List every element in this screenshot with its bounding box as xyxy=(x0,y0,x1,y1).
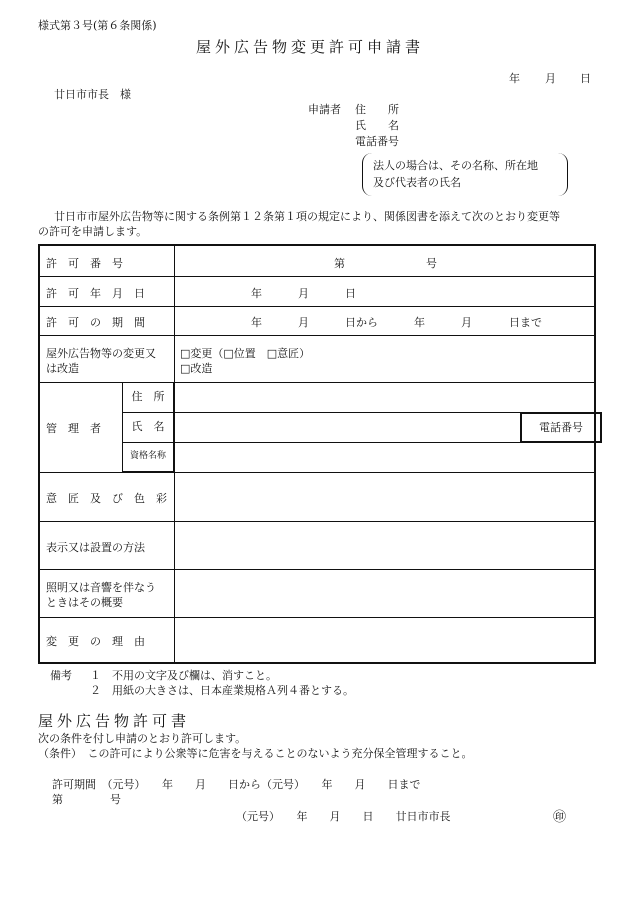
manager-phone-label: 電話番号 xyxy=(520,412,602,443)
manager-name-label: 氏 名 xyxy=(122,412,174,443)
permit-number-go: 号 xyxy=(426,257,437,270)
remark-2-number: ２ xyxy=(90,684,101,697)
manager-label: 管 理 者 xyxy=(46,422,101,435)
corporate-note-line2: 及び代表者の氏名 xyxy=(373,176,461,189)
permit-title: 屋外広告物許可書 xyxy=(38,712,191,730)
date-year: 年 xyxy=(509,72,520,85)
permit-number-dai: 第 xyxy=(334,257,345,270)
form-number: 様式第３号(第６条関係) xyxy=(38,19,157,32)
period-day-to: 日まで xyxy=(509,316,542,329)
issue-line: （元号） 年 月 日 廿日市市長 xyxy=(236,810,451,823)
period-year-to: 年 xyxy=(414,316,425,329)
period-day-from: 日から xyxy=(345,316,378,329)
row-permit-number xyxy=(40,246,594,277)
permit-number-label: 許 可 番 号 xyxy=(46,257,123,270)
date-day: 日 xyxy=(580,72,591,85)
row-permit-date[interactable] xyxy=(40,276,594,307)
row-change xyxy=(40,335,594,383)
addressee: 廿日市市長 様 xyxy=(54,88,131,101)
corporate-note-line1: 法人の場合は、その名称、所在地 xyxy=(373,159,538,172)
permit-date-label: 許 可 年 月 日 xyxy=(46,287,145,300)
reason-label: 変 更 の 理 由 xyxy=(46,635,145,648)
manager-name-row xyxy=(174,413,594,442)
row-display[interactable] xyxy=(40,521,594,570)
intro-line2: の許可を申請します。 xyxy=(38,225,148,238)
manager-qualification-label: 資格名称 xyxy=(122,442,174,472)
row-lighting[interactable] xyxy=(40,569,594,618)
remarks-label: 備考 xyxy=(50,669,72,682)
remark-1-number: １ xyxy=(90,669,101,682)
applicant-name-label: 氏 名 xyxy=(355,119,399,132)
permit-date-day: 日 xyxy=(345,287,356,300)
manager-address-label: 住 所 xyxy=(122,382,174,413)
lighting-label-line1: 照明又は音響を伴なう xyxy=(46,581,156,594)
period-month-to: 月 xyxy=(461,316,472,329)
date-month: 月 xyxy=(545,72,556,85)
change-option-remodel[interactable]: □改造 xyxy=(180,362,213,375)
remark-1: 不用の文字及び欄は、消すこと。 xyxy=(112,669,277,682)
permit-dai: 第 xyxy=(52,793,63,806)
lighting-label-line2: ときはその概要 xyxy=(46,596,123,609)
row-permit-period[interactable] xyxy=(40,306,594,336)
period-month-from: 月 xyxy=(298,316,309,329)
permit-period-line: 許可期間 （元号） 年 月 日から（元号） 年 月 日まで xyxy=(52,778,421,791)
permit-date-month: 月 xyxy=(298,287,309,300)
applicant-label: 申請者 xyxy=(308,103,341,116)
permit-statement: 次の条件を付し申請のとおり許可します。 xyxy=(38,732,247,745)
permit-condition: （条件） この許可により公衆等に危害を与えることのないよう充分保全管理すること。 xyxy=(38,747,473,760)
corporate-note xyxy=(362,153,568,196)
change-option-modify[interactable]: □変更（□位置 □意匠） xyxy=(180,347,311,360)
page-title: 屋外広告物変更許可申請書 xyxy=(196,38,425,56)
intro-line1: 廿日市市屋外広告物等に関する条例第１２条第１項の規定により、関係図書を添えて次のとおり変更等 xyxy=(54,210,560,223)
row-design[interactable] xyxy=(40,472,594,522)
design-label: 意 匠 及 び 色 彩 xyxy=(46,492,167,505)
change-label-line1: 屋外広告物等の変更又 xyxy=(46,347,156,360)
display-label: 表示又は設置の方法 xyxy=(46,541,145,554)
applicant-address-label: 住 所 xyxy=(355,103,399,116)
period-year-from: 年 xyxy=(251,316,262,329)
remark-2: 用紙の大きさは、日本産業規格Ａ列４番とする。 xyxy=(112,684,354,697)
application-table xyxy=(38,244,596,664)
row-manager xyxy=(40,382,594,473)
permit-date-year: 年 xyxy=(251,287,262,300)
row-reason[interactable] xyxy=(40,617,594,662)
permit-period-label: 許 可 の 期 間 xyxy=(46,316,145,329)
change-label-line2: は改造 xyxy=(46,362,79,375)
permit-go: 号 xyxy=(110,793,121,806)
applicant-phone-label: 電話番号 xyxy=(355,135,399,148)
seal-mark: ㊞ xyxy=(553,810,567,825)
